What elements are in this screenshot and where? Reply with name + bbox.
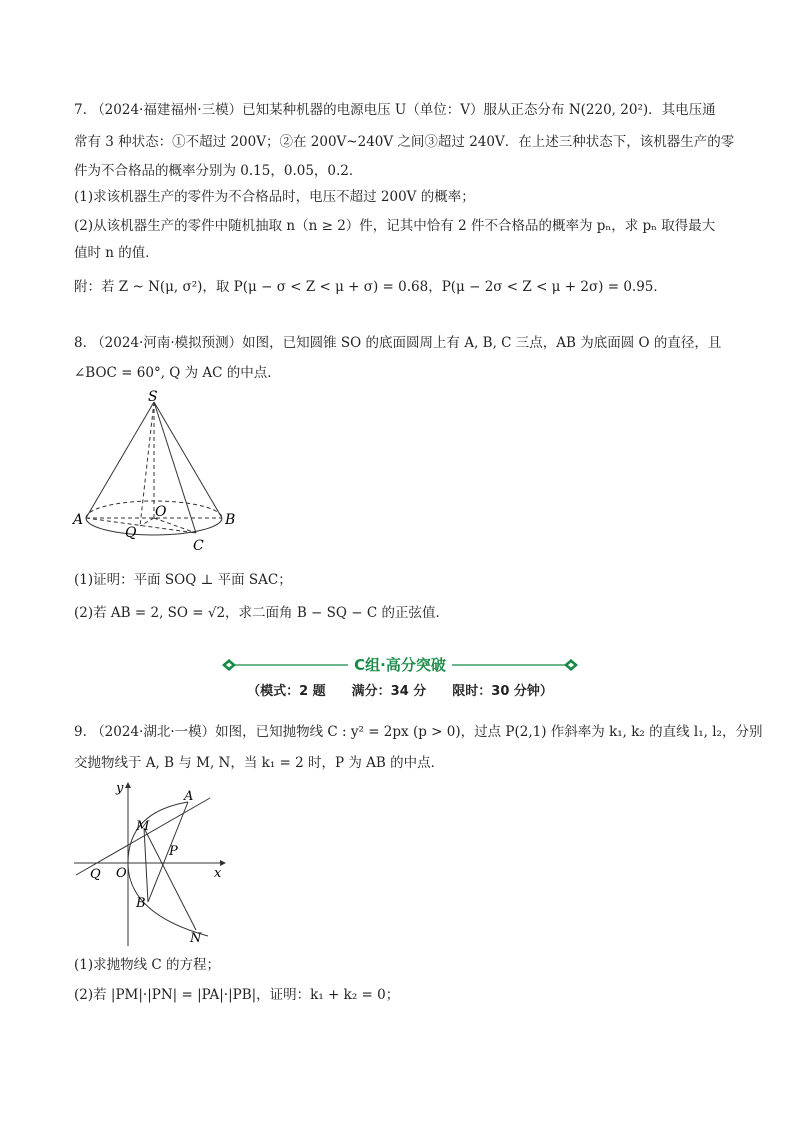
section-banner bbox=[220, 653, 580, 677]
q9-part-2: (2)若 |PM|·|PN| = |PA|·|PB|，证明：k₁ + k₂ = 0； bbox=[74, 987, 400, 1003]
q9-line-1 bbox=[74, 722, 762, 742]
parabola-figure bbox=[70, 778, 230, 948]
q7-number: 7. bbox=[74, 102, 87, 118]
q8-line-2: ∠BOC = 60°, Q 为 AC 的中点． bbox=[74, 365, 281, 381]
label-B: B bbox=[136, 896, 146, 911]
q9-number: 9. bbox=[74, 724, 87, 740]
segment-OQ bbox=[140, 518, 154, 526]
q7-line-2: 常有 3 种状态：①不超过 200V；②在 200V~240V 之间③超过 240V．在上述三种状态下，该机器生产的零 bbox=[74, 134, 735, 150]
section-subtitle: （模式：2 题 满分：34 分 限时：30 分钟） bbox=[247, 684, 553, 699]
cone-base-front-arc bbox=[86, 518, 222, 535]
cone-figure bbox=[70, 388, 240, 560]
label-y: y bbox=[116, 781, 124, 796]
label-A: A bbox=[184, 789, 194, 804]
q8-stem-1: （2024·河南·模拟预测）如图，已知圆锥 SO 的底面圆周上有 A, B, C 三点，AB 为底面圆 O 的直径，且 bbox=[91, 335, 722, 351]
label-N: N bbox=[190, 931, 202, 946]
label-B: B bbox=[225, 512, 236, 528]
label-M: M bbox=[136, 819, 150, 834]
q7-appendix: 附：若 Z ~ N(μ, σ²)，取 P(μ − σ < Z < μ + σ) = 0.68，P(μ − 2σ < Z < μ + 2σ) = 0.95． bbox=[74, 279, 667, 295]
q8-number: 8. bbox=[74, 335, 87, 351]
q7-line-3: 件为不合格品的概率分别为 0.15，0.05，0.2． bbox=[74, 163, 363, 179]
q9-part-1: (1)求抛物线 C 的方程； bbox=[74, 957, 221, 973]
q8-part-1: (1)证明：平面 SOQ ⊥ 平面 SAC； bbox=[74, 572, 292, 588]
section-title: C组·高分突破 bbox=[348, 656, 452, 674]
q9-stem-1: （2024·湖北·一模）如图，已知抛物线 C : y² = 2px (p > 0)，过点 P(2,1) 作斜率为 k₁, k₂ 的直线 l₁, l₂，分别 bbox=[91, 724, 763, 740]
edge-SA bbox=[86, 402, 154, 518]
q7-part-1: (1)求该机器生产的零件为不合格品时，电压不超过 200V 的概率； bbox=[74, 189, 475, 205]
q7-line-1 bbox=[74, 100, 716, 120]
segment-BM bbox=[144, 828, 148, 902]
label-Q: Q bbox=[125, 525, 137, 541]
q8-part-2: (2)若 AB = 2, SO = √2，求二面角 B − SQ − C 的正弦值． bbox=[74, 605, 449, 621]
edge-SQ bbox=[140, 402, 154, 526]
label-P: P bbox=[169, 844, 178, 859]
label-O: O bbox=[116, 866, 127, 881]
edge-SB bbox=[154, 402, 222, 518]
radius-OC bbox=[154, 518, 196, 533]
chord-AB bbox=[148, 802, 188, 902]
label-Q: Q bbox=[90, 867, 101, 882]
label-x: x bbox=[214, 866, 222, 881]
label-A: A bbox=[73, 512, 84, 528]
q7-part-2b: 值时 n 的值． bbox=[74, 245, 159, 261]
q8-line-1 bbox=[74, 333, 721, 353]
label-S: S bbox=[148, 389, 158, 405]
q9-line-2: 交抛物线于 A, B 与 M, N，当 k₁ = 2 时，P 为 AB 的中点． bbox=[74, 755, 445, 771]
q7-stem-1: （2024·福建福州·三模）已知某种机器的电源电压 U（单位：V）服从正态分布 N(220, 20²)．其电压通 bbox=[91, 102, 716, 118]
label-O: O bbox=[155, 504, 167, 520]
label-C: C bbox=[193, 538, 204, 554]
q7-part-2a: (2)从该机器生产的零件中随机抽取 n（n ≥ 2）件，记其中恰有 2 件不合格品的概率为 pₙ，求 pₙ 取得最大 bbox=[74, 218, 716, 234]
